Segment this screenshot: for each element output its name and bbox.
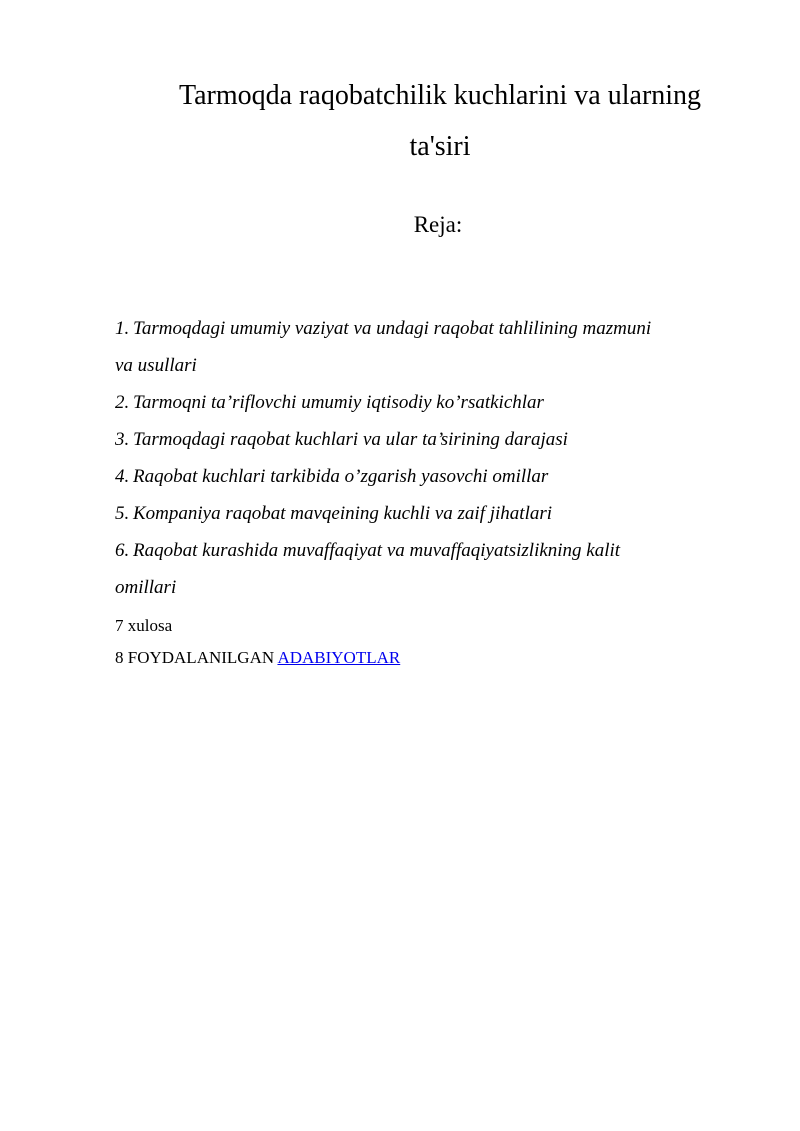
plan-item-3 <box>115 421 745 458</box>
plan-item-text-continuation: omillari <box>115 577 177 598</box>
conclusion-line: 7 xulosa <box>115 616 173 635</box>
plan-item-5 <box>115 495 745 532</box>
references-link[interactable]: ADABIYOTLAR <box>277 648 401 667</box>
document-title-line-1: Tarmoqda raqobatchilik kuchlarini va ularning <box>178 80 702 111</box>
plan-heading: Reja: <box>413 212 463 237</box>
plan-item-text-continuation: va usullari <box>115 355 197 376</box>
document-title-line-2: ta'siri <box>409 131 471 162</box>
plan-item-text: Tarmoqdagi raqobat kuchlari va ular ta’sirining darajasi <box>133 429 568 450</box>
plan-item-number: 2. <box>115 392 130 413</box>
plan-item-number: 1. <box>115 318 130 339</box>
plan-item-text: Tarmoqni ta’riflovchi umumiy iqtisodiy ko’rsatkichlar <box>133 392 544 413</box>
plan-item-number: 3. <box>115 429 130 450</box>
plan-item-number: 6. <box>115 540 130 561</box>
plan-item-number: 5. <box>115 503 130 524</box>
plan-item-text: Raqobat kurashida muvaffaqiyat va muvaffaqiyatsizlikning kalit <box>133 540 621 561</box>
references-line <box>115 642 400 674</box>
plan-item-6 <box>115 532 745 569</box>
plan-item-1 <box>115 310 745 347</box>
plan-item-6-continuation <box>115 569 745 606</box>
plan-item-1-continuation <box>115 347 745 384</box>
plan-list <box>115 310 745 606</box>
plan-item-2 <box>115 384 745 421</box>
plan-item-text: Kompaniya raqobat mavqeining kuchli va zaif jihatlari <box>133 503 553 524</box>
references-prefix: 8 FOYDALANILGAN <box>115 648 278 667</box>
plan-item-4 <box>115 458 745 495</box>
plan-item-text: Raqobat kuchlari tarkibida o’zgarish yasovchi omillar <box>133 466 549 487</box>
plan-item-text: Tarmoqdagi umumiy vaziyat va undagi raqobat tahlilining mazmuni <box>133 318 652 339</box>
plan-item-number: 4. <box>115 466 130 487</box>
